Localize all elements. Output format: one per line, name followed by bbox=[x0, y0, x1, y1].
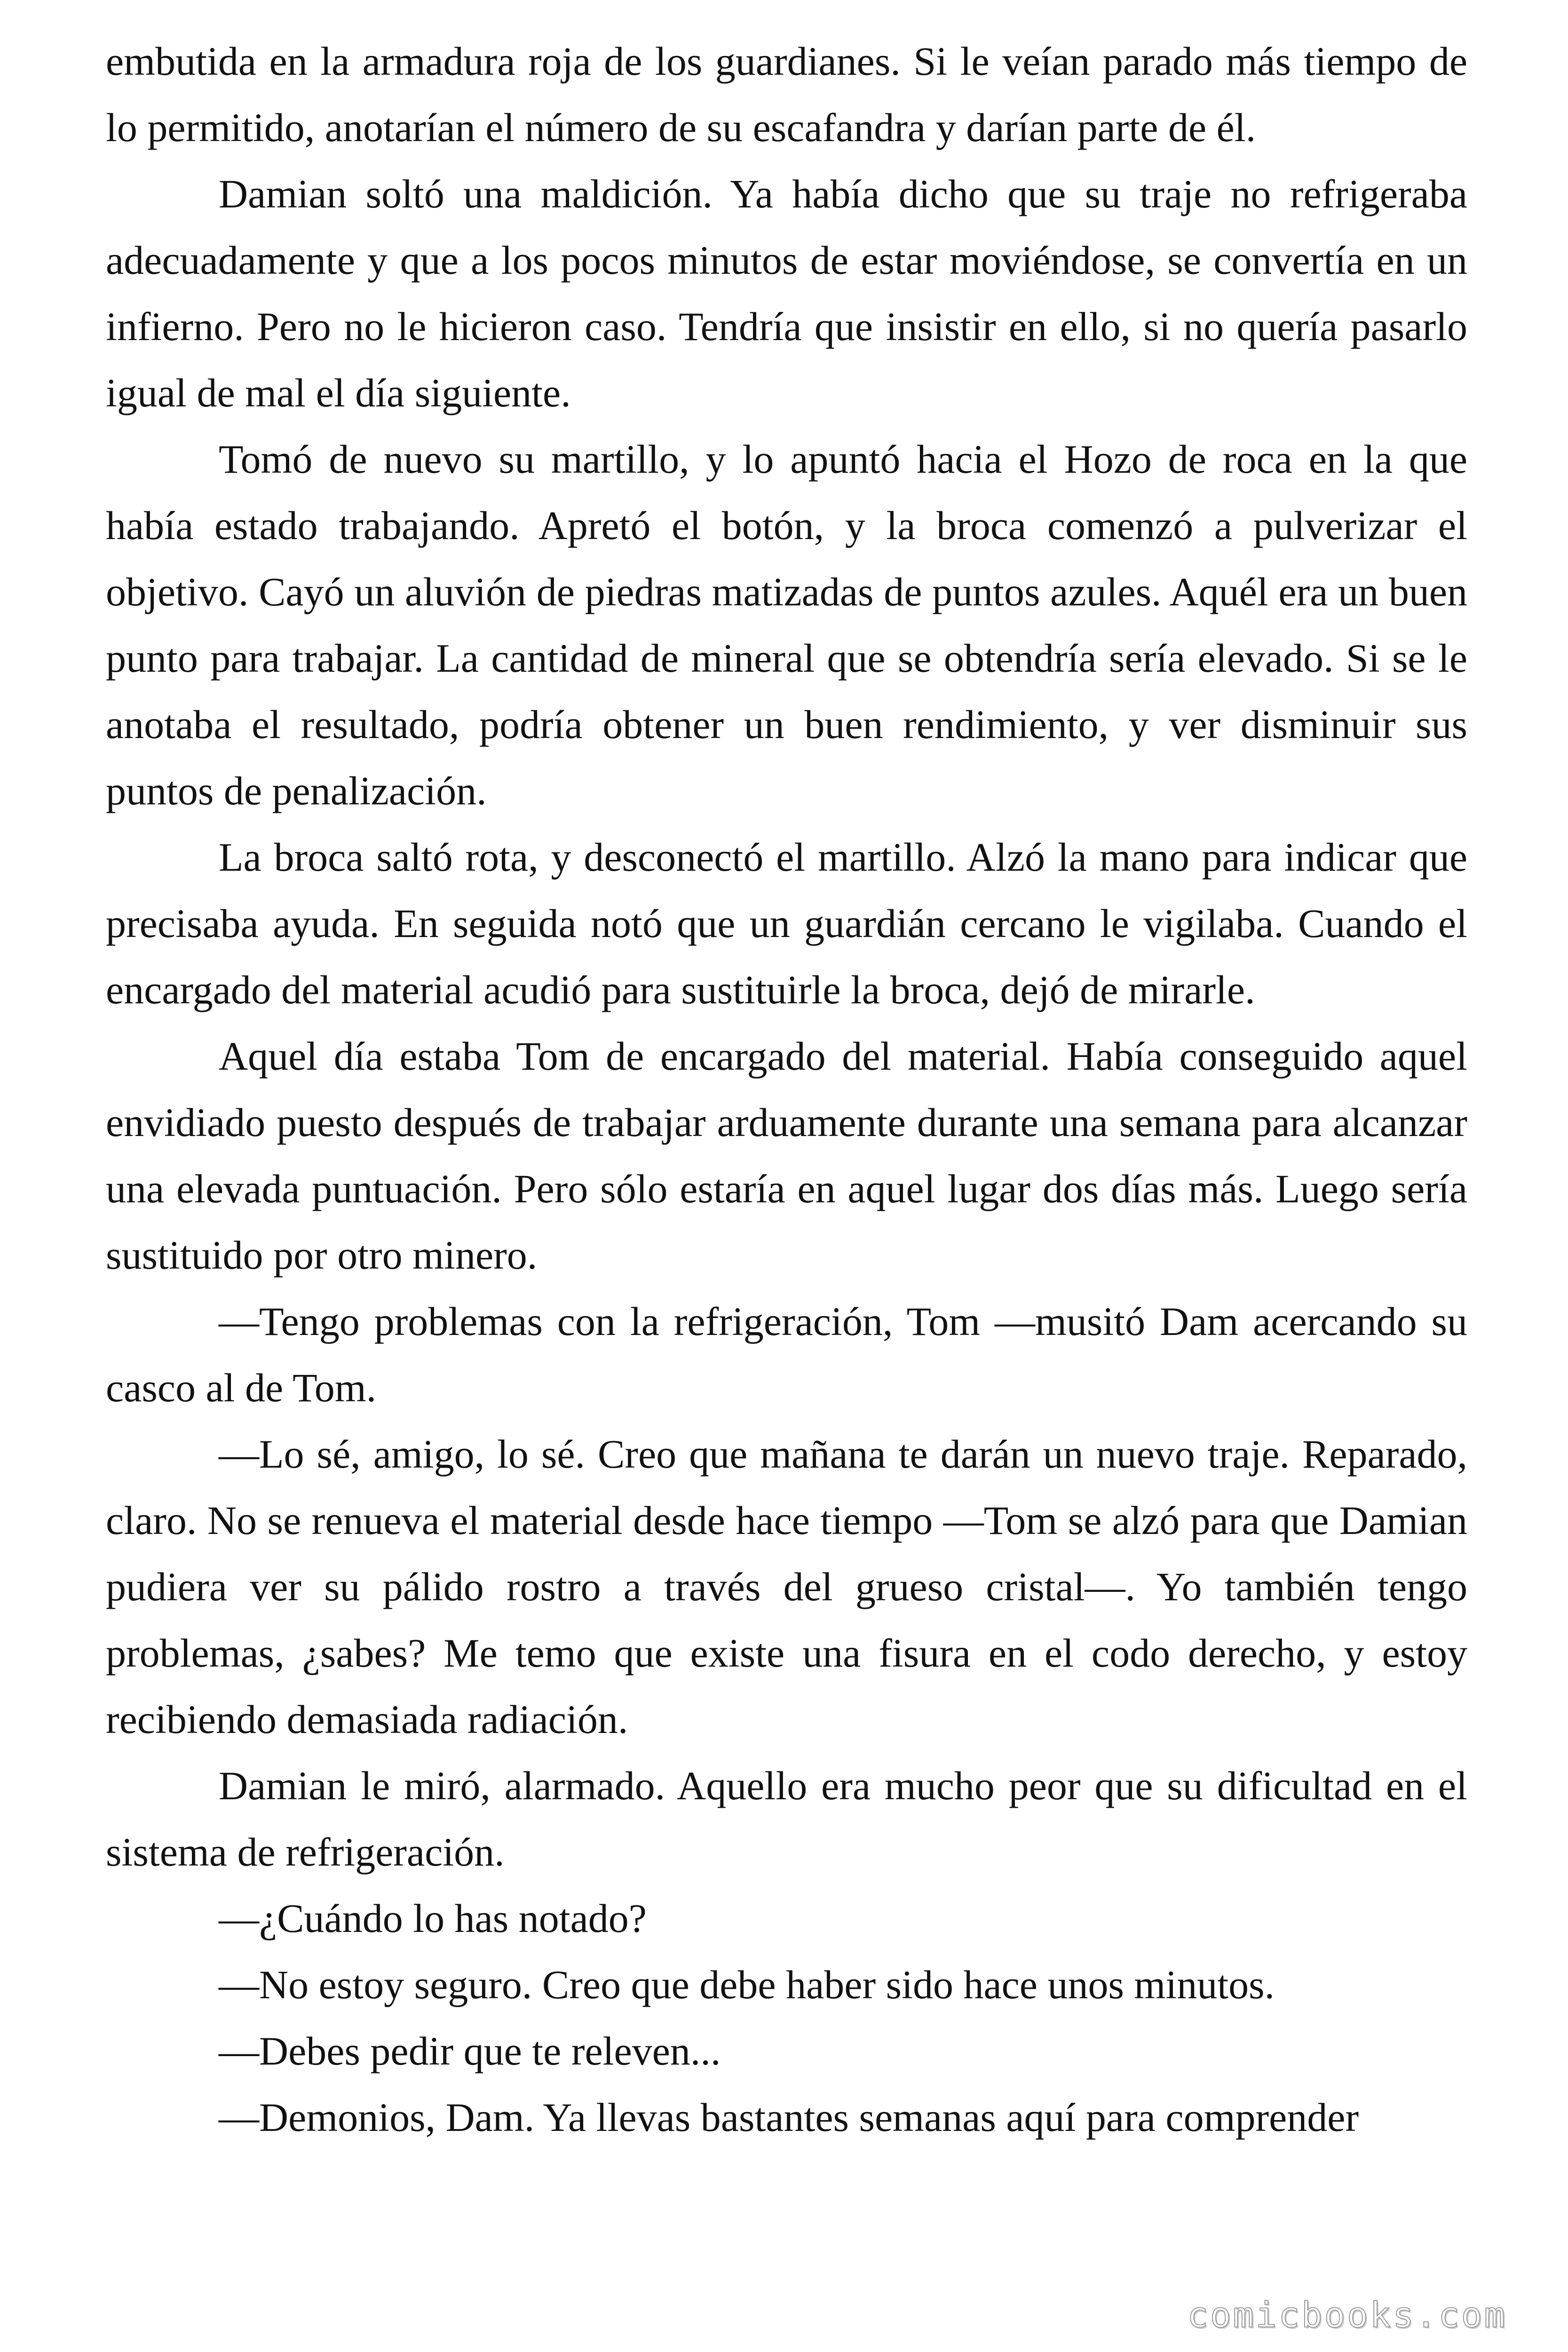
site-watermark: comicbooks.com bbox=[1187, 2295, 1507, 2336]
paragraph: Aquel día estaba Tom de encargado del material. Había conseguido aquel envidiado puesto después de trabajar arduamente durante una semana para alcanzar una elevada puntuación. Pero sólo estaría en aquel lugar dos días más. Luego sería sustituido por otro minero. bbox=[106, 1033, 1467, 1278]
dialogue-paragraph: —Lo sé, amigo, lo sé. Creo que mañana te darán un nuevo traje. Reparado, claro. No se renueva el material desde hace tiempo —Tom se alzó para que Damian pudiera ver su pálido rostro a través del grueso cristal—. Yo también tengo problemas, ¿sabes? Me temo que existe una fisura en el codo derecho, y estoy recibiendo demasiada radiación. bbox=[106, 1431, 1467, 1742]
paragraph: Damian soltó una maldición. Ya había dicho que su traje no refrigeraba adecuadamente y que a los pocos minutos de estar moviéndose, se convertía en un infierno. Pero no le hicieron caso. Tendría que insistir en ello, si no quería pasarlo igual de mal el día siguiente. bbox=[106, 171, 1467, 415]
paragraph-continued: embutida en la armadura roja de los guardianes. Si le veían parado más tiempo de lo permitido, anotarían el número de su escafandra y darían parte de él. bbox=[106, 39, 1467, 150]
dialogue-paragraph-truncated: —Demonios, Dam. Ya llevas bastantes semanas aquí para comprender bbox=[219, 2095, 1359, 2140]
paragraph: Tomó de nuevo su martillo, y lo apuntó hacia el Hozo de roca en la que había estado trabajando. Apretó el botón, y la broca comenzó a pulverizar el objetivo. Cayó un aluvión de piedras matizadas de puntos azules. Aquél era un buen punto para trabajar. La cantidad de mineral que se obtendría sería elevado. Si se le anotaba el resultado, podría obtener un buen rendimiento, y ver disminuir sus puntos de penalización. bbox=[106, 437, 1467, 813]
paragraph: Damian le miró, alarmado. Aquello era mucho peor que su dificultad en el sistema de refrigeración. bbox=[106, 1763, 1467, 1875]
paragraph: La broca saltó rota, y desconectó el martillo. Alzó la mano para indicar que precisaba ayuda. En seguida notó que un guardián cercano le vigilaba. Cuando el encargado del material acudió para sustituirle la broca, dejó de mirarle. bbox=[106, 834, 1467, 1012]
dialogue-paragraph: —No estoy seguro. Creo que debe haber sido hace unos minutos. bbox=[219, 1962, 1275, 2007]
document-body bbox=[106, 28, 1467, 2151]
dialogue-paragraph: —Debes pedir que te releven... bbox=[219, 2028, 721, 2074]
dialogue-paragraph: —Tengo problemas con la refrigeración, Tom —musitó Dam acercando su casco al de Tom. bbox=[106, 1299, 1467, 1410]
dialogue-paragraph: —¿Cuándo lo has notado? bbox=[219, 1896, 647, 1941]
